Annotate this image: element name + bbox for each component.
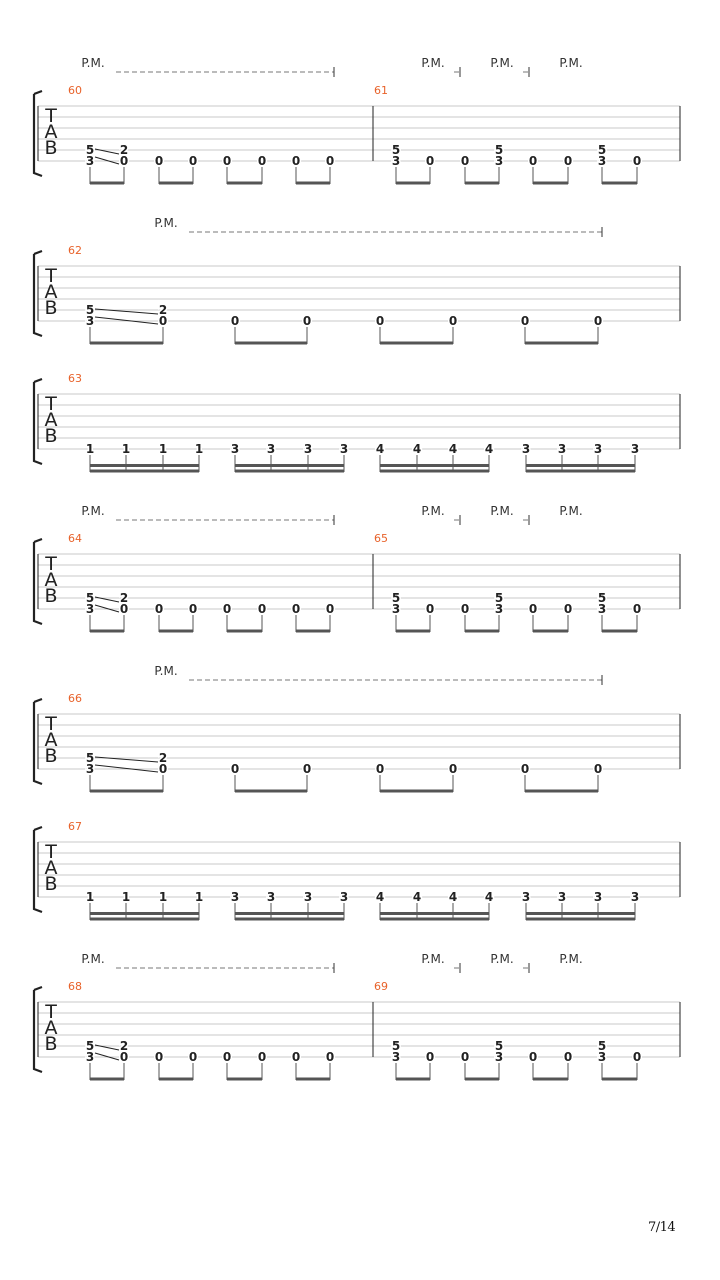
fret-number: 0 bbox=[425, 602, 435, 616]
fret-number: 0 bbox=[375, 314, 385, 328]
fret-number: 3 bbox=[230, 890, 240, 904]
beam bbox=[90, 342, 163, 345]
fret-number: 0 bbox=[325, 154, 335, 168]
measure-number: 61 bbox=[374, 84, 388, 97]
fret-number: 0 bbox=[230, 314, 240, 328]
measure-number: 63 bbox=[68, 372, 82, 385]
fret-number: 0 bbox=[119, 602, 129, 616]
beam bbox=[525, 790, 598, 793]
beam bbox=[235, 790, 307, 793]
beam bbox=[465, 630, 499, 633]
fret-number: 5 bbox=[494, 143, 504, 157]
beam bbox=[396, 182, 430, 185]
tab-clef-letter: T bbox=[45, 393, 57, 415]
fret-number: 0 bbox=[460, 154, 470, 168]
fret-number: 3 bbox=[597, 602, 607, 616]
fret-number: 3 bbox=[521, 442, 531, 456]
fret-number: 4 bbox=[484, 890, 494, 904]
beam bbox=[227, 1078, 262, 1081]
beam bbox=[159, 1078, 193, 1081]
beam bbox=[159, 630, 193, 633]
fret-number: 5 bbox=[597, 143, 607, 157]
beam-secondary bbox=[526, 912, 635, 915]
fret-number: 0 bbox=[222, 154, 232, 168]
fret-number: 0 bbox=[257, 602, 267, 616]
beam bbox=[90, 470, 199, 473]
measure-number: 65 bbox=[374, 532, 388, 545]
fret-number: 3 bbox=[494, 602, 504, 616]
fret-number: 2 bbox=[158, 751, 168, 765]
fret-number: 0 bbox=[520, 762, 530, 776]
fret-number: 4 bbox=[412, 890, 422, 904]
beam bbox=[526, 918, 635, 921]
fret-number: 0 bbox=[154, 154, 164, 168]
fret-number: 5 bbox=[85, 1039, 95, 1053]
fret-number: 4 bbox=[412, 442, 422, 456]
measure-number: 68 bbox=[68, 980, 82, 993]
beam-secondary bbox=[380, 912, 489, 915]
fret-number: 0 bbox=[291, 154, 301, 168]
tab-clef-letter: T bbox=[45, 713, 57, 735]
fret-number: 0 bbox=[188, 1050, 198, 1064]
palm-mute-label: P.M. bbox=[421, 952, 445, 966]
fret-number: 0 bbox=[375, 762, 385, 776]
beam bbox=[525, 342, 598, 345]
fret-number: 0 bbox=[528, 1050, 538, 1064]
fret-number: 3 bbox=[85, 154, 95, 168]
fret-number: 5 bbox=[85, 303, 95, 317]
fret-number: 0 bbox=[632, 602, 642, 616]
fret-number: 0 bbox=[448, 314, 458, 328]
fret-number: 0 bbox=[119, 154, 129, 168]
fret-number: 5 bbox=[597, 591, 607, 605]
beam bbox=[227, 182, 262, 185]
measure-number: 62 bbox=[68, 244, 82, 257]
palm-mute-label: P.M. bbox=[490, 952, 514, 966]
tab-clef-letter: B bbox=[44, 873, 58, 895]
beam bbox=[159, 182, 193, 185]
fret-number: 0 bbox=[448, 762, 458, 776]
fret-number: 0 bbox=[425, 1050, 435, 1064]
fret-number: 3 bbox=[391, 602, 401, 616]
fret-number: 0 bbox=[222, 602, 232, 616]
tab-clef-letter: A bbox=[44, 121, 58, 143]
fret-number: 0 bbox=[632, 154, 642, 168]
beam bbox=[526, 470, 635, 473]
measure-number: 64 bbox=[68, 532, 82, 545]
measure-number: 66 bbox=[68, 692, 82, 705]
beam bbox=[235, 470, 344, 473]
fret-number: 3 bbox=[597, 154, 607, 168]
fret-number: 3 bbox=[391, 154, 401, 168]
fret-number: 0 bbox=[528, 602, 538, 616]
measure-number: 69 bbox=[374, 980, 388, 993]
tab-clef-letter: B bbox=[44, 1033, 58, 1055]
tab-clef-letter: T bbox=[45, 841, 57, 863]
fret-number: 3 bbox=[303, 890, 313, 904]
fret-number: 3 bbox=[339, 890, 349, 904]
beam bbox=[465, 1078, 499, 1081]
fret-number: 4 bbox=[448, 442, 458, 456]
fret-number: 3 bbox=[521, 890, 531, 904]
palm-mute-label: P.M. bbox=[81, 56, 105, 70]
fret-number: 0 bbox=[291, 1050, 301, 1064]
fret-number: 0 bbox=[593, 762, 603, 776]
fret-number: 0 bbox=[154, 602, 164, 616]
tab-clef-letter: B bbox=[44, 585, 58, 607]
fret-number: 3 bbox=[630, 442, 640, 456]
fret-number: 1 bbox=[121, 442, 131, 456]
beam bbox=[533, 182, 568, 185]
beam-secondary bbox=[90, 912, 199, 915]
fret-number: 0 bbox=[632, 1050, 642, 1064]
fret-number: 3 bbox=[391, 1050, 401, 1064]
fret-number: 0 bbox=[154, 1050, 164, 1064]
tab-clef-letter: T bbox=[45, 105, 57, 127]
fret-number: 0 bbox=[257, 1050, 267, 1064]
fret-number: 5 bbox=[494, 591, 504, 605]
fret-number: 4 bbox=[484, 442, 494, 456]
tab-clef-letter: B bbox=[44, 137, 58, 159]
fret-number: 1 bbox=[121, 890, 131, 904]
beam bbox=[90, 182, 124, 185]
fret-number: 0 bbox=[222, 1050, 232, 1064]
fret-number: 3 bbox=[557, 890, 567, 904]
beam bbox=[380, 918, 489, 921]
palm-mute-label: P.M. bbox=[559, 504, 583, 518]
beam bbox=[90, 1078, 124, 1081]
palm-mute-label: P.M. bbox=[81, 952, 105, 966]
fret-number: 3 bbox=[494, 154, 504, 168]
fret-number: 3 bbox=[266, 890, 276, 904]
fret-number: 5 bbox=[85, 591, 95, 605]
beam-secondary bbox=[526, 464, 635, 467]
beam bbox=[90, 918, 199, 921]
fret-number: 1 bbox=[85, 890, 95, 904]
beam bbox=[602, 630, 637, 633]
page-number: 7/14 bbox=[648, 1220, 676, 1235]
tab-clef-letter: T bbox=[45, 1001, 57, 1023]
fret-number: 3 bbox=[630, 890, 640, 904]
fret-number: 1 bbox=[194, 442, 204, 456]
fret-number: 0 bbox=[302, 762, 312, 776]
beam bbox=[90, 790, 163, 793]
fret-number: 1 bbox=[194, 890, 204, 904]
fret-number: 0 bbox=[188, 602, 198, 616]
fret-number: 3 bbox=[557, 442, 567, 456]
fret-number: 3 bbox=[85, 1050, 95, 1064]
fret-number: 2 bbox=[119, 591, 129, 605]
fret-number: 0 bbox=[563, 602, 573, 616]
fret-number: 3 bbox=[85, 602, 95, 616]
tab-clef-letter: B bbox=[44, 297, 58, 319]
beam bbox=[227, 630, 262, 633]
tab-clef-letter: A bbox=[44, 729, 58, 751]
fret-number: 0 bbox=[158, 762, 168, 776]
fret-number: 0 bbox=[325, 602, 335, 616]
fret-number: 5 bbox=[85, 751, 95, 765]
fret-number: 4 bbox=[375, 890, 385, 904]
tab-clef-letter: A bbox=[44, 1017, 58, 1039]
fret-number: 2 bbox=[119, 1039, 129, 1053]
measure-number: 60 bbox=[68, 84, 82, 97]
fret-number: 3 bbox=[266, 442, 276, 456]
tab-clef-letter: T bbox=[45, 265, 57, 287]
beam bbox=[380, 790, 453, 793]
fret-number: 1 bbox=[85, 442, 95, 456]
fret-number: 5 bbox=[391, 143, 401, 157]
palm-mute-label: P.M. bbox=[421, 56, 445, 70]
fret-number: 5 bbox=[391, 591, 401, 605]
fret-number: 3 bbox=[230, 442, 240, 456]
fret-number: 1 bbox=[158, 890, 168, 904]
beam bbox=[90, 630, 124, 633]
fret-number: 0 bbox=[325, 1050, 335, 1064]
fret-number: 3 bbox=[303, 442, 313, 456]
beam bbox=[296, 630, 330, 633]
beam-secondary bbox=[90, 464, 199, 467]
palm-mute-label: P.M. bbox=[81, 504, 105, 518]
tab-clef-letter: A bbox=[44, 569, 58, 591]
fret-number: 1 bbox=[158, 442, 168, 456]
fret-number: 3 bbox=[494, 1050, 504, 1064]
fret-number: 3 bbox=[593, 890, 603, 904]
fret-number: 5 bbox=[391, 1039, 401, 1053]
tab-clef-letter: B bbox=[44, 425, 58, 447]
fret-number: 4 bbox=[448, 890, 458, 904]
fret-number: 0 bbox=[230, 762, 240, 776]
beam bbox=[396, 630, 430, 633]
fret-number: 3 bbox=[339, 442, 349, 456]
fret-number: 5 bbox=[85, 143, 95, 157]
fret-number: 0 bbox=[528, 154, 538, 168]
palm-mute-label: P.M. bbox=[421, 504, 445, 518]
fret-number: 0 bbox=[460, 602, 470, 616]
beam-secondary bbox=[380, 464, 489, 467]
beam bbox=[235, 342, 307, 345]
palm-mute-label: P.M. bbox=[154, 664, 178, 678]
fret-number: 0 bbox=[520, 314, 530, 328]
fret-number: 0 bbox=[158, 314, 168, 328]
beam bbox=[235, 918, 344, 921]
fret-number: 5 bbox=[597, 1039, 607, 1053]
fret-number: 0 bbox=[188, 154, 198, 168]
fret-number: 0 bbox=[563, 154, 573, 168]
palm-mute-label: P.M. bbox=[154, 216, 178, 230]
fret-number: 0 bbox=[291, 602, 301, 616]
fret-number: 5 bbox=[494, 1039, 504, 1053]
fret-number: 3 bbox=[593, 442, 603, 456]
tab-clef-letter: A bbox=[44, 281, 58, 303]
beam bbox=[533, 630, 568, 633]
beam bbox=[533, 1078, 568, 1081]
beam-secondary bbox=[235, 464, 344, 467]
beam bbox=[602, 182, 637, 185]
fret-number: 4 bbox=[375, 442, 385, 456]
fret-number: 0 bbox=[460, 1050, 470, 1064]
beam bbox=[380, 342, 453, 345]
fret-number: 3 bbox=[597, 1050, 607, 1064]
fret-number: 3 bbox=[85, 762, 95, 776]
fret-number: 0 bbox=[302, 314, 312, 328]
fret-number: 0 bbox=[257, 154, 267, 168]
beam bbox=[380, 470, 489, 473]
palm-mute-label: P.M. bbox=[559, 56, 583, 70]
fret-number: 3 bbox=[85, 314, 95, 328]
beam bbox=[296, 182, 330, 185]
beam bbox=[602, 1078, 637, 1081]
measure-number: 67 bbox=[68, 820, 82, 833]
beam bbox=[396, 1078, 430, 1081]
fret-number: 0 bbox=[425, 154, 435, 168]
fret-number: 0 bbox=[563, 1050, 573, 1064]
fret-number: 2 bbox=[158, 303, 168, 317]
fret-number: 2 bbox=[119, 143, 129, 157]
fret-number: 0 bbox=[593, 314, 603, 328]
beam bbox=[296, 1078, 330, 1081]
palm-mute-label: P.M. bbox=[490, 56, 514, 70]
palm-mute-label: P.M. bbox=[490, 504, 514, 518]
tab-clef-letter: A bbox=[44, 857, 58, 879]
fret-number: 0 bbox=[119, 1050, 129, 1064]
tab-clef-letter: A bbox=[44, 409, 58, 431]
beam bbox=[465, 182, 499, 185]
beam-secondary bbox=[235, 912, 344, 915]
tab-clef-letter: T bbox=[45, 553, 57, 575]
tab-clef-letter: B bbox=[44, 745, 58, 767]
palm-mute-label: P.M. bbox=[559, 952, 583, 966]
